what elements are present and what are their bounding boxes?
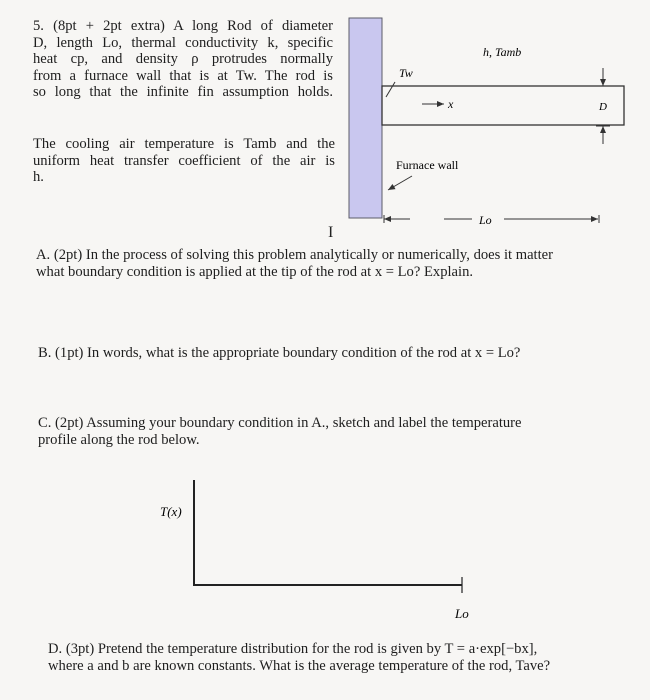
x-label: x bbox=[448, 97, 454, 111]
question-b: B. (1pt) In words, what is the appropriate boundary condition of the rod at x = Lo? bbox=[38, 345, 521, 361]
cooling-line-1: The cooling air temperature is Tamb and the bbox=[33, 136, 335, 152]
question-a-line-1: A. (2pt) In the process of solving this problem analytically or numerically, does it matter bbox=[36, 247, 554, 263]
text-cursor: I bbox=[328, 224, 334, 241]
fin-diagram bbox=[340, 10, 640, 240]
rod bbox=[382, 86, 624, 125]
problem-line-1: 5. (8pt + 2pt extra) A long Rod of diameter bbox=[33, 18, 333, 34]
question-d-line-2: where a and b are known constants. What is the average temperature of the rod, Tave? bbox=[48, 658, 551, 674]
problem-line-4: from a furnace wall that is at Tw. The rod is bbox=[33, 67, 333, 84]
question-c bbox=[38, 415, 628, 449]
question-d bbox=[48, 641, 638, 675]
furnace-wall-pointer bbox=[388, 176, 412, 190]
d-label: D bbox=[599, 101, 607, 113]
question-d-line-1: D. (3pt) Pretend the temperature distribution for the rod is given by T = a·exp[−bx], bbox=[48, 641, 538, 657]
lo-label: Lo bbox=[479, 213, 492, 227]
tw-pointer bbox=[386, 82, 395, 97]
problem-line-2: D, length Lo, thermal conductivity k, specific bbox=[33, 34, 333, 51]
sketch-axes bbox=[150, 470, 490, 630]
tw-label: Tw bbox=[399, 66, 413, 80]
furnace-wall bbox=[349, 18, 382, 218]
cooling-line-2: uniform heat transfer coefficient of the air is bbox=[33, 152, 335, 169]
question-a-line-2: what boundary condition is applied at the tip of the rod at x = Lo? Explain. bbox=[36, 264, 474, 280]
question-a bbox=[36, 247, 626, 281]
question-c-line-2: profile along the rod below. bbox=[38, 432, 200, 448]
problem-line-3: heat cp, and density ρ protrudes normally bbox=[33, 51, 333, 68]
cooling-paragraph bbox=[33, 136, 335, 186]
question-c-line-1: C. (2pt) Assuming your boundary condition in A., sketch and label the temperature bbox=[38, 415, 522, 431]
problem-line-5: so long that the infinite fin assumption holds. bbox=[33, 84, 333, 101]
x-tick-label: Lo bbox=[455, 606, 469, 621]
h-tamb-label: h, Tamb bbox=[483, 45, 522, 59]
problem-statement bbox=[33, 18, 333, 101]
cooling-line-3: h. bbox=[33, 169, 44, 186]
furnace-wall-label: Furnace wall bbox=[396, 158, 459, 172]
y-axis-label: T(x) bbox=[160, 504, 182, 519]
